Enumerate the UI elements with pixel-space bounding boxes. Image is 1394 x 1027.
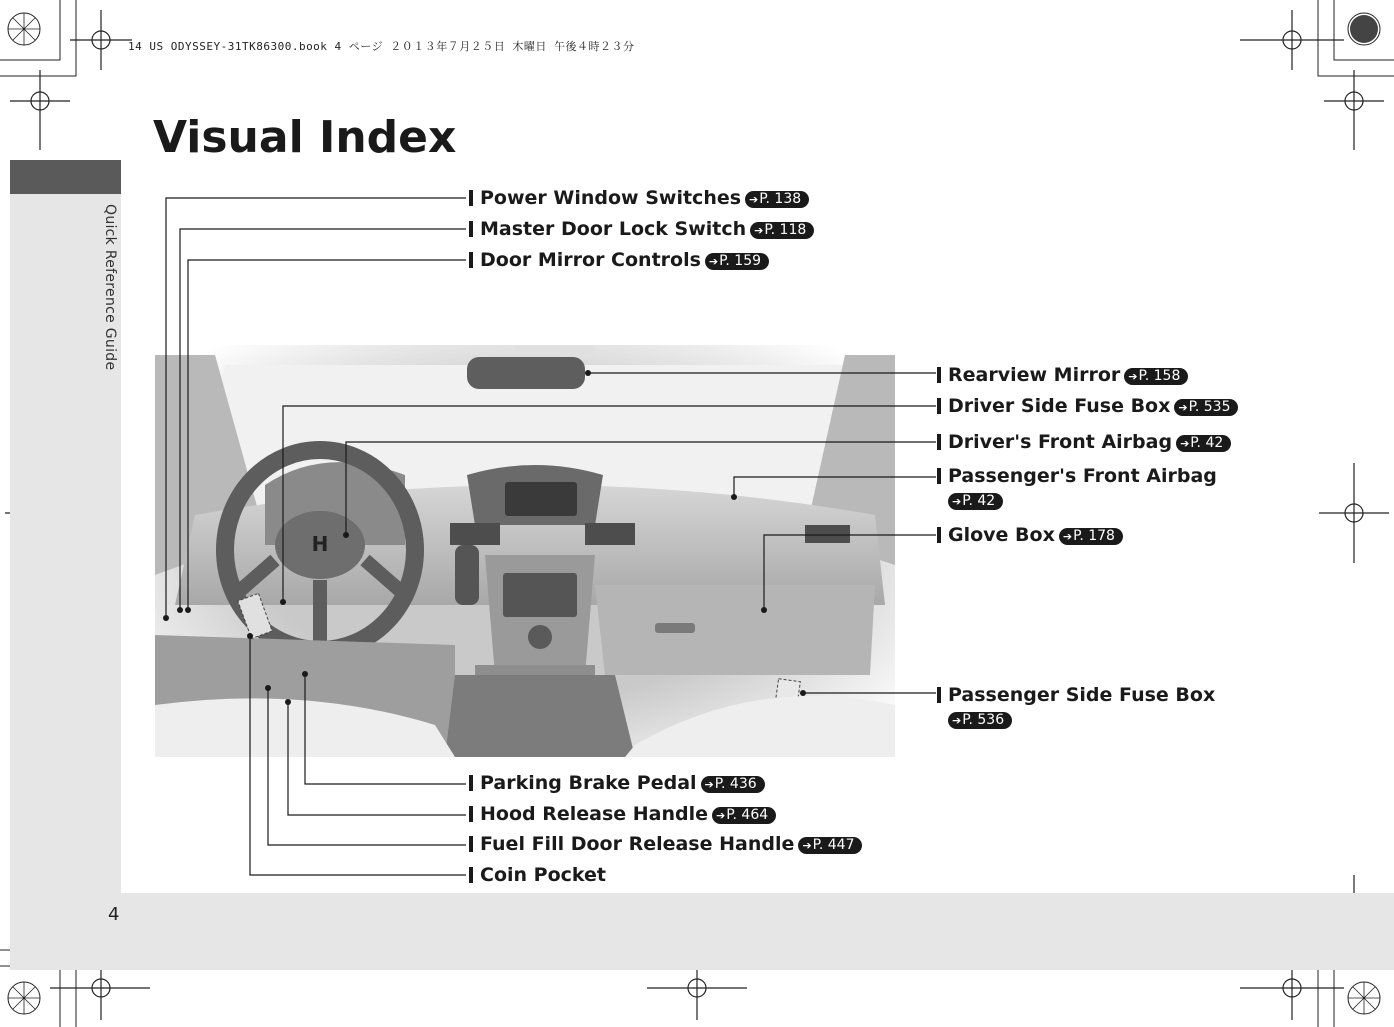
dashboard-illustration xyxy=(155,345,895,757)
callout-fuel-fill-door-release-handle xyxy=(469,832,862,856)
page-reference-link[interactable]: ➔P. 118 xyxy=(750,222,814,239)
callout-hood-release-handle xyxy=(469,802,776,826)
page-reference-link[interactable]: ➔P. 536 xyxy=(948,712,1012,729)
right-arrow-icon: ➔ xyxy=(749,193,759,206)
callout-passengers-front-airbag xyxy=(937,464,1217,512)
right-arrow-icon: ➔ xyxy=(1180,437,1190,450)
svg-text:H: H xyxy=(311,532,329,556)
right-arrow-icon: ➔ xyxy=(1062,530,1073,543)
callout-label: Passenger's Front Airbag xyxy=(948,465,1217,487)
right-arrow-icon: ➔ xyxy=(952,495,962,508)
callout-power-window-switches xyxy=(469,186,809,210)
page-reference-link[interactable]: ➔P. 436 xyxy=(701,776,765,793)
page-reference-link[interactable]: ➔P. 447 xyxy=(798,837,862,854)
callout-label: Coin Pocket xyxy=(480,864,606,886)
right-arrow-icon: ➔ xyxy=(704,778,714,791)
page-reference-link[interactable]: ➔P. 535 xyxy=(1174,399,1238,416)
callout-glove-box xyxy=(937,523,1123,547)
callout-label: Driver's Front Airbag xyxy=(948,431,1173,453)
callout-rearview-mirror xyxy=(937,363,1188,387)
section-tab xyxy=(10,160,121,194)
callout-drivers-front-airbag xyxy=(937,430,1231,454)
right-arrow-icon: ➔ xyxy=(708,255,719,268)
page-reference-link[interactable]: ➔P. 178 xyxy=(1059,528,1123,545)
page-band-bottom xyxy=(10,893,1394,970)
callout-label: Passenger Side Fuse Box xyxy=(948,684,1216,706)
section-label: Quick Reference Guide xyxy=(102,204,118,371)
callout-label: Master Door Lock Switch xyxy=(480,218,747,240)
callout-label: Door Mirror Controls xyxy=(480,249,701,271)
callout-label: Driver Side Fuse Box xyxy=(948,395,1171,417)
page-reference-link[interactable]: ➔P. 42 xyxy=(948,493,1003,510)
page-reference-link[interactable]: ➔P. 464 xyxy=(712,807,776,824)
page-reference-link[interactable]: ➔P. 138 xyxy=(745,191,809,208)
callout-label: Power Window Switches xyxy=(480,187,742,209)
callout-door-mirror-controls xyxy=(469,248,769,272)
callout-parking-brake-pedal xyxy=(469,771,765,795)
callout-label: Rearview Mirror xyxy=(948,364,1121,386)
callout-label: Fuel Fill Door Release Handle xyxy=(480,833,795,855)
callout-passenger-side-fuse-box xyxy=(937,683,1215,731)
page-reference-link[interactable]: ➔P. 159 xyxy=(705,253,769,270)
right-arrow-icon: ➔ xyxy=(802,839,812,852)
page-number: 4 xyxy=(108,904,120,925)
page-reference-link[interactable]: ➔P. 158 xyxy=(1124,368,1188,385)
callout-label: Hood Release Handle xyxy=(480,803,709,825)
page-reference-link[interactable]: ➔P. 42 xyxy=(1176,435,1231,452)
right-arrow-icon: ➔ xyxy=(1128,370,1138,383)
callout-master-door-lock-switch xyxy=(469,217,814,241)
right-arrow-icon: ➔ xyxy=(716,809,726,822)
right-arrow-icon: ➔ xyxy=(1178,401,1188,414)
rearview-mirror-shape xyxy=(467,357,585,389)
page-title: Visual Index xyxy=(153,112,457,163)
print-header: 14 US ODYSSEY-31TK86300.book 4 ページ ２０１３年７月２５日 木曜日 午後４時２３分 xyxy=(128,40,635,53)
right-arrow-icon: ➔ xyxy=(952,714,962,727)
callout-driver-side-fuse-box xyxy=(937,394,1238,418)
callout-coin-pocket xyxy=(469,863,606,887)
callout-label: Parking Brake Pedal xyxy=(480,772,697,794)
right-arrow-icon: ➔ xyxy=(754,224,764,237)
callout-label: Glove Box xyxy=(948,524,1055,546)
